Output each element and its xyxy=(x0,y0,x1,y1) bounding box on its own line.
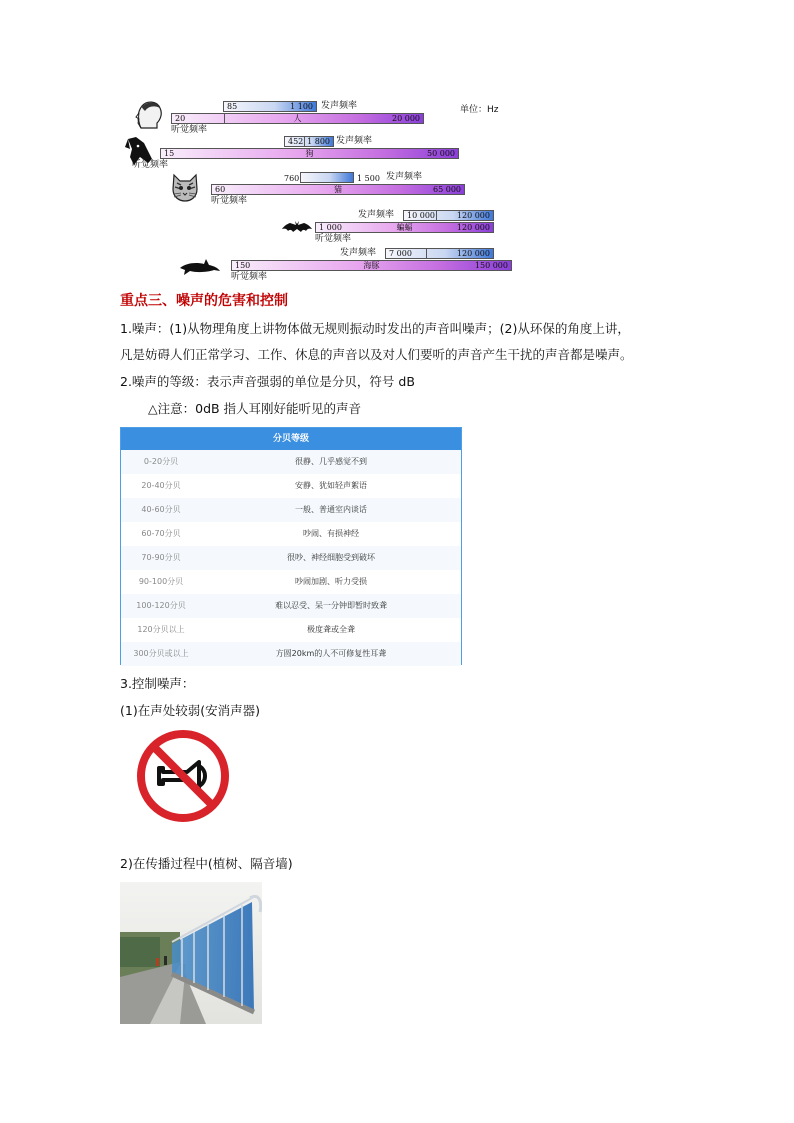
cat-production-bar xyxy=(300,172,354,183)
decibel-level-table xyxy=(120,427,462,665)
dolphin-icon xyxy=(178,258,222,276)
no-horn-sign-icon xyxy=(137,730,229,822)
dolphin-hearing-bar: 150 海豚 150 000 xyxy=(231,260,512,271)
dog-production-bar: 452 1 800 xyxy=(284,136,334,147)
noise-control-heading: 3.控制噪声： xyxy=(120,676,195,691)
dog-hearing-bar: 15 狗 50 000 xyxy=(160,148,459,159)
table-row: 20-40分贝 安静、犹如轻声絮语 xyxy=(141,481,367,490)
table-row: 120分贝以上 极度聋或全聋 xyxy=(137,625,355,634)
noise-definition-line1: 1.噪声：(1)从物理角度上讲物体做无规则振动时发出的声音叫噪声；(2)从环保的角度上讲， xyxy=(120,321,630,336)
human-hearing-bar: 20 人 20 000 xyxy=(171,113,424,124)
cat-head-icon xyxy=(169,171,201,203)
table-row: 40-60分贝 一般、普通室内谈话 xyxy=(121,498,461,522)
table-row: 90-100分贝 吵闹加剧、听力受损 xyxy=(138,577,367,586)
sound-barrier-photo xyxy=(120,882,262,1024)
bat-production-bar: 10 000 120 000 xyxy=(403,210,494,221)
table-row: 70-90分贝 很吵、神经细胞受到破坏 xyxy=(121,546,461,570)
table-header: 分贝等级 xyxy=(121,428,461,450)
human-production-bar: 85 1 100 xyxy=(223,101,317,112)
table-row: 0-20分贝 很静、几乎感觉不到 xyxy=(121,450,461,474)
dolphin-production-bar: 7 000 120 000 xyxy=(385,248,494,259)
table-body xyxy=(121,450,461,666)
unit-label: 单位：Hz xyxy=(460,105,499,115)
noise-level-text: 2.噪声的等级：表示声音强弱的单位是分贝，符号 dB xyxy=(120,374,415,389)
bat-hearing-bar: 1 000 蝙蝠 120 000 xyxy=(315,222,494,233)
bat-icon xyxy=(282,220,312,236)
table-row: 100-120分贝 难以忍受、呆一分钟即暂时致聋 xyxy=(121,594,461,618)
table-row: 60-70分贝 吵闹、有损神经 xyxy=(141,529,359,538)
human-head-icon xyxy=(133,98,165,132)
noise-definition-line2: 凡是妨碍人们正常学习、工作、休息的声音以及对人们要听的声音产生干扰的声音都是噪声。 xyxy=(120,347,633,362)
noise-control-propagation: 2)在传播过程中(植树、隔音墙) xyxy=(120,856,293,871)
cat-hearing-bar: 60 猫 65 000 xyxy=(211,184,465,195)
section-heading: 重点三、噪声的危害和控制 xyxy=(120,293,288,309)
table-row: 300分贝或以上 方圆20km的人不可修复性耳聋 xyxy=(121,642,461,666)
noise-control-source: (1)在声处较弱(安消声器) xyxy=(120,703,260,718)
noise-level-note: △注意：0dB 指人耳刚好能听见的声音 xyxy=(148,401,362,416)
